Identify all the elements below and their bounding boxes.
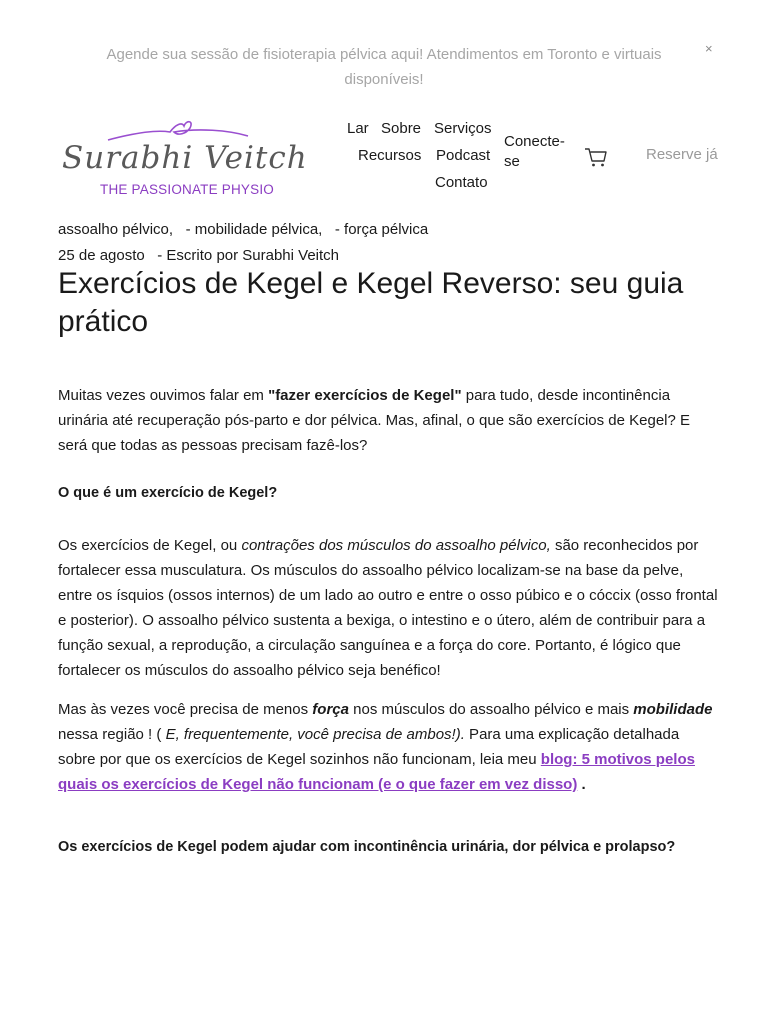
- shopping-cart-icon[interactable]: [584, 146, 608, 168]
- post-meta: [58, 246, 339, 266]
- nav-connect-line1: Conecte-: [504, 133, 565, 150]
- nav-contact[interactable]: Contato: [435, 174, 488, 191]
- nav-services[interactable]: Serviços: [434, 120, 492, 137]
- tag-pelvic-mobility[interactable]: - mobilidade pélvica,: [185, 221, 323, 238]
- section-heading-incontinence: Os exercícios de Kegel podem ajudar com incontinência urinária, dor pélvica e prolapso?: [58, 839, 676, 855]
- announcement: [0, 42, 768, 92]
- close-icon[interactable]: ×: [705, 41, 713, 56]
- post-author: - Escrito por Surabhi Veitch: [157, 247, 340, 264]
- logo-name: Surabhi Veitch: [62, 140, 308, 176]
- nav-resources[interactable]: Recursos: [358, 147, 422, 164]
- post-tags: [58, 220, 428, 240]
- site-logo[interactable]: [58, 116, 308, 204]
- announcement-text[interactable]: Agende sua sessão de fisioterapia pélvica aqui! Atendimentos em Toronto e virtuais disponíveis!: [106, 46, 662, 88]
- post-body: [58, 383, 718, 887]
- book-now-button[interactable]: Reserve já: [646, 146, 718, 163]
- post-date: 25 de agosto: [58, 247, 145, 264]
- nav-connect[interactable]: [504, 132, 565, 172]
- mobility-paragraph: Mas às vezes você precisa de menos força nos músculos do assoalho pélvico e mais mobilidade nessa região ! ( E, frequentemente, você precisa de ambos!). Para uma explicação detalhada sobre por que os exercícios de Kegel sozinhos não funcionam, leia meu blog: 5 motivos pelos quais os exercícios de Kegel não funcionam (e o que fazer em vez disso) .: [58, 701, 713, 793]
- nav-about[interactable]: Sobre: [381, 120, 422, 137]
- nav-connect-line2: se: [504, 153, 520, 170]
- section-heading-what-is-kegel: O que é um exercício de Kegel?: [58, 485, 278, 501]
- logo-tagline: THE PASSIONATE PHYSIO: [100, 182, 274, 197]
- tag-pelvic-strength[interactable]: - força pélvica: [334, 221, 429, 238]
- intro-paragraph: Muitas vezes ouvimos falar em "fazer exercícios de Kegel" para tudo, desde incontinência urinária até recuperação pós-parto e dor pélvica. Mas, afinal, o que são exercícios de Kegel? E será que todas as pessoas precisam fazê-los?: [58, 387, 691, 454]
- definition-paragraph: Os exercícios de Kegel, ou contrações dos músculos do assoalho pélvico, são reconhecidos por fortalecer essa musculatura. Os músculos do assoalho pélvico localizam-se na base da pelve, entre os ísquios (ossos internos) de um lado ao outro e entre o osso púbico e o cóccix (osso frontal e posterior). O assoalho pélvico sustenta a bexiga, o intestino e o útero, além de contribuir para a função sexual, a reprodução, a circulação sanguínea e a força do core. Portanto, é lógico que fortalecer os músculos do assoalho pélvico seja benéfico!: [58, 537, 718, 679]
- nav-podcast[interactable]: Podcast: [436, 147, 491, 164]
- post-title: Exercícios de Kegel e Kegel Reverso: seu guia prático: [58, 267, 684, 338]
- blog-link[interactable]: blog: 5 motivos pelos quais os exercícios de Kegel não funcionam (e o que fazer em vez disso): [58, 751, 695, 793]
- tag-pelvic-floor[interactable]: assoalho pélvico,: [58, 221, 174, 238]
- nav-home[interactable]: Lar: [347, 120, 369, 137]
